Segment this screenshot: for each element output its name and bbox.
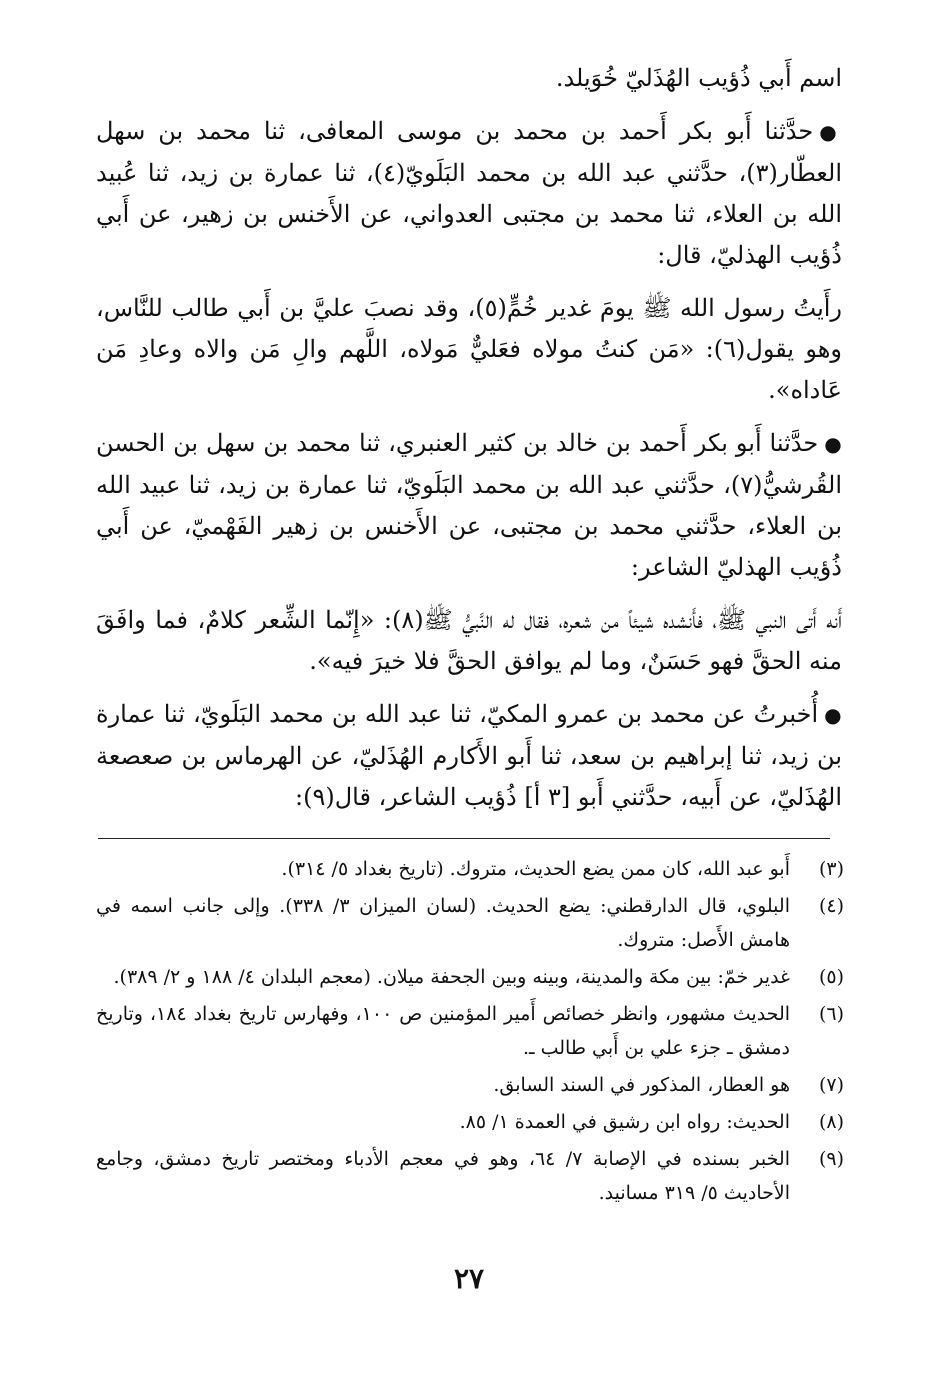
footnote-text: غدير خمّ: بين مكة والمدينة، وبينه وبين الجحفة ميلان. (معجم البلدان ٤/ ١٨٨ و ٢/ ٣٨٩). xyxy=(113,966,790,988)
footnote-7 xyxy=(96,1068,844,1102)
paragraph-4: ●حدَّثنا أَبو بكر أَحمد بن خالد بن كثير العنبري، ثنا محمد بن سهل بن الحسن القُرشيُّ(٧)، حدَّثني عبد الله بن محمد البَلَويّ، ثنا عمارة بن زيد، ثنا عبيد الله بن العلاء، حدَّثني محمد بن مجتبى، عن الأَخنس بن زهير الفَهْميّ، عن أَبي ذُؤيب الهذليّ الشاعر: xyxy=(96,429,843,581)
paragraph-1: اسم أَبي ذُؤيب الهُذَليّ خُوَيلد. xyxy=(555,64,842,92)
footnote-number: (٩) xyxy=(818,1148,844,1170)
footnote-number: (٤) xyxy=(818,895,844,917)
footnote-text: هو العطار، المذكور في السند السابق. xyxy=(493,1074,790,1096)
footnote-3 xyxy=(96,852,844,886)
bullet-icon: ● xyxy=(819,120,842,144)
footnote-text: الخبر بسنده في الإصابة ٧/ ٦٤، وهو في معجم الأدباء ومختصر تاريخ دمشق، وجامع الأحاديث ٥/ ٣١٩ مسانيد. xyxy=(96,1148,790,1204)
paragraph-6: ●أُخبرتُ عن محمد بن عمرو المكيّ، ثنا عبد الله بن محمد البَلَويّ، ثنا عمارة بن زيد، ثنا إبراهيم بن سعد، ثنا أَبو الأَكارم الهُذَليّ، عن الهرماس بن صعصعة الهُذَليّ، عن أَبيه، حدَّثني أَبو [٣ أ] ذُؤيب الشاعر، قال(٩): xyxy=(96,700,843,811)
footnote-4 xyxy=(96,889,844,957)
footnote-text: الحديث مشهور، وانظر خصائص أَمير المؤمنين ص ١٠٠، وفهارس تاريخ بغداد ١٨٤، وتاريخ دمشق ـ جزء علي بن أَبي طالب ـ. xyxy=(96,1003,791,1059)
footnote-divider xyxy=(98,838,830,839)
paragraph-5: أَنه أَتى النبي ﷺ، فأَنشده شيئاً من شعره، فقال له النَّبيُّ ﷺ(٨): «إِنّما الشِّعر كلامٌ، فما وافَقَ منه الحقَّ فهو حَسَنٌ، وما لم يوافق الحقَّ فلا خيرَ فيه». xyxy=(96,606,843,675)
footnote-text: البلوي، قال الدارقطني: يضع الحديث. (لسان الميزان ٣/ ٣٣٨). وإلى جانب اسمه في هامش الأَصل: متروك. xyxy=(96,895,790,951)
footnote-9 xyxy=(96,1142,844,1210)
footnote-number: (٨) xyxy=(818,1111,844,1133)
footnote-number: (٧) xyxy=(818,1074,844,1096)
footnote-5 xyxy=(96,960,844,994)
footnote-8 xyxy=(96,1105,844,1139)
page-number: ٢٧ xyxy=(453,1262,485,1295)
footnote-6 xyxy=(96,997,844,1065)
footnote-number: (٦) xyxy=(818,1003,844,1025)
paragraph-2: ●حدَّثنا أَبو بكر أَحمد بن محمد بن موسى المعافى، ثنا محمد بن سهل العطّار(٣)، حدَّثني عبد الله بن محمد البَلَويّ(٤)، ثنا عمارة بن زيد، ثنا عُبيد الله بن العلاء، ثنا محمد بن مجتبى العدواني، عن الأَخنس بن زهير، عن أَبي ذُؤيب الهذليّ، قال: xyxy=(96,117,843,269)
footnotes xyxy=(96,852,844,1213)
footnote-text: أَبو عبد الله، كان ممن يضع الحديث، متروك. (تاريخ بغداد ٥/ ٣١٤). xyxy=(281,858,790,880)
footnote-text: الحديث: رواه ابن رشيق في العمدة ١/ ٨٥. xyxy=(459,1111,790,1133)
bullet-icon: ● xyxy=(824,703,843,727)
footnote-number: (٣) xyxy=(818,858,844,880)
footnote-number: (٥) xyxy=(818,966,844,988)
bullet-icon: ● xyxy=(824,432,843,456)
paragraph-3: رأَيتُ رسول الله ﷺ يومَ غدير خُمٍّ(٥)، وقد نصبَ عليَّ بن أَبي طالب للنَّاس، وهو يقول(٦): «مَن كنتُ مولاه فعَليٌّ مَولاه، اللَّهم والِ مَن والاه وعادِ مَن عَاداه». xyxy=(96,294,843,404)
main-text xyxy=(96,58,842,818)
